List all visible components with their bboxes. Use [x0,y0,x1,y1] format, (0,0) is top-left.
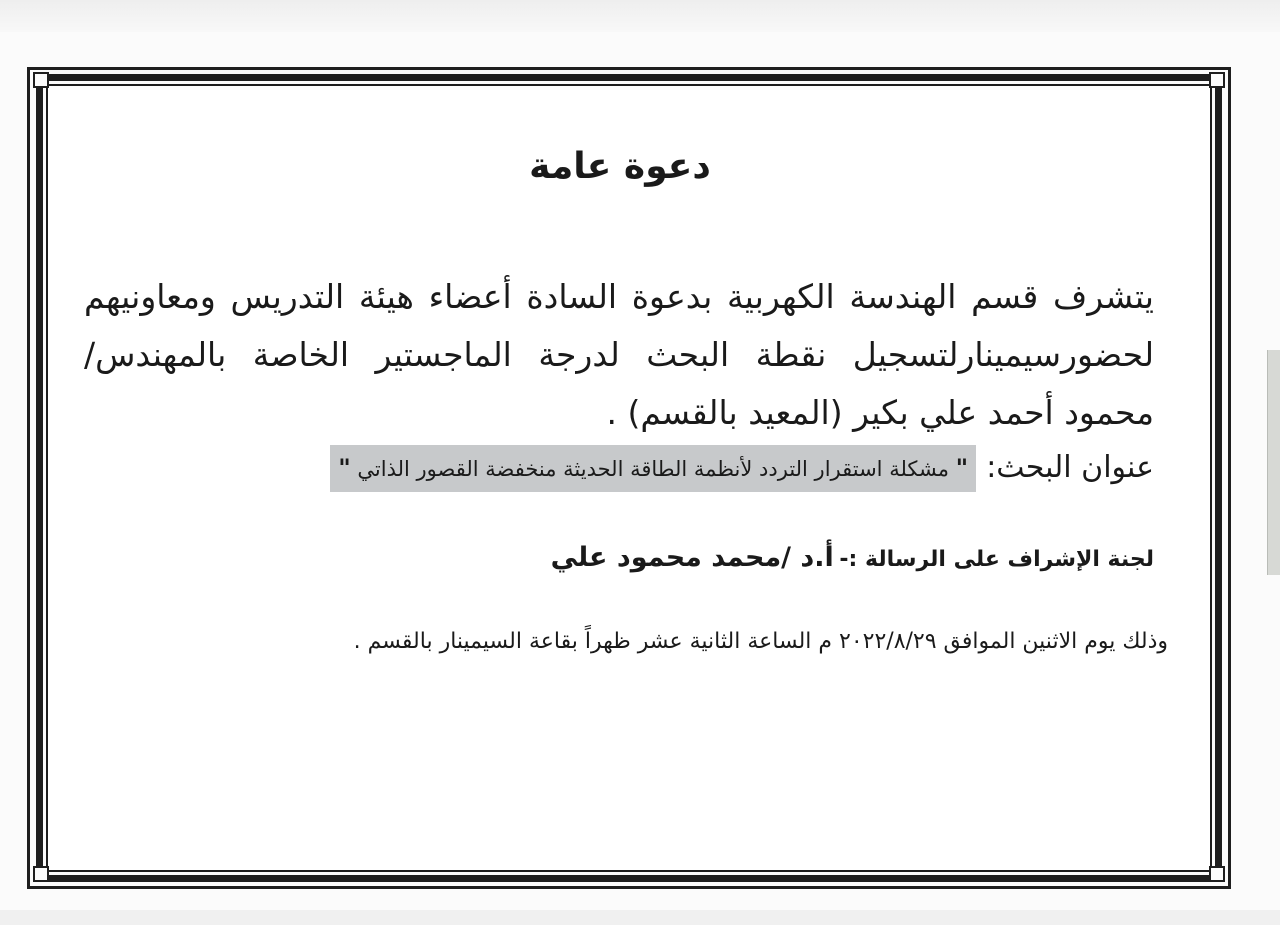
research-label: عنوان البحث: [986,450,1154,485]
research-title-line [330,442,1154,494]
invitation-body: يتشرف قسم الهندسة الكهربية بدعوة السادة أعضاء هيئة التدريس ومعاونيهم لحضورسيمينارلتسجيل نقطة البحث لدرجة الماجستير الخاصة بالمهندس/ محمود أحمد علي بكير (المعيد بالقسم) . [84,277,1154,432]
quote-close: " [338,454,351,482]
supervision-committee [551,542,1154,573]
scan-edge-right [1267,350,1280,575]
supervision-label: لجنة الإشراف على الرسالة :- [839,547,1154,572]
research-title-text: مشكلة استقرار التردد لأنظمة الطاقة الحديثة منخفضة القصور الذاتي [357,457,949,481]
scan-edge-top [0,0,1280,32]
frame-corner-bottom-right [1209,866,1225,882]
research-title-highlight [330,445,976,492]
frame-corner-top-right [1209,72,1225,88]
seminar-date-line: وذلك يوم الاثنين الموافق ٢٠٢٢/٨/٢٩ م الساعة الثانية عشر ظهراً بقاعة السيمينار بالقسم . [353,629,1168,654]
supervisor-name: أ.د /محمد محمود علي [550,542,834,573]
quote-open: " [955,454,969,482]
frame-corner-top-left [33,72,49,88]
scan-edge-bottom [0,910,1280,925]
invitation-title: دعوة عامة [529,146,711,187]
frame-corner-bottom-left [33,866,49,882]
